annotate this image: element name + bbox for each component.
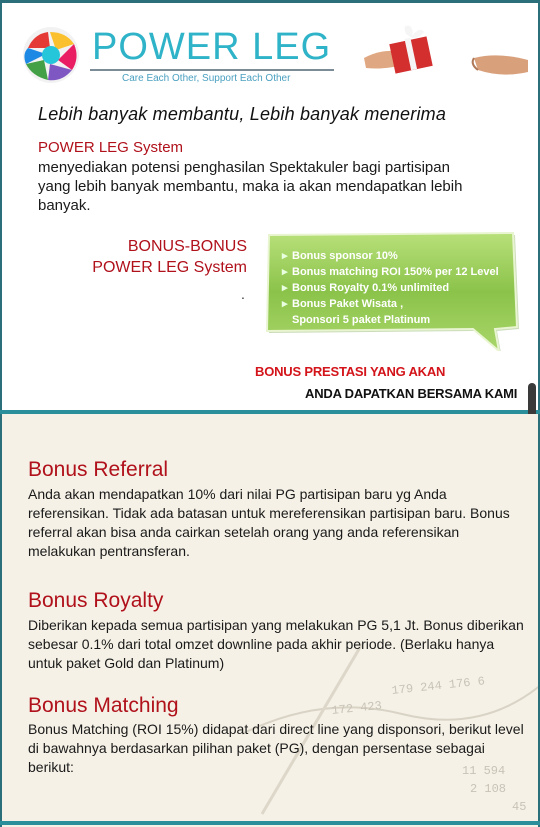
- referral-title: Bonus Referral: [28, 458, 169, 481]
- svg-text:45: 45: [512, 800, 527, 814]
- brand-name: POWER LEG: [92, 26, 332, 68]
- list-item: ▸ Bonus Royalty 0.1% unlimited: [282, 282, 450, 294]
- list-item: ▸ Bonus matching ROI 150% per 12 Level: [282, 266, 499, 278]
- bonus-dot: .: [241, 286, 245, 302]
- svg-text:11 594: 11 594: [462, 764, 506, 778]
- svg-text:172 423: 172 423: [330, 698, 383, 718]
- bonus-title-line2: POWER LEG System: [92, 259, 247, 276]
- svg-text:2 108: 2 108: [470, 782, 507, 796]
- bottom-border: [0, 821, 540, 825]
- bonus-title: [92, 236, 247, 278]
- header: [0, 4, 540, 96]
- matching-body: Bonus Matching (ROI 15%) didapat dari direct line yang disponsori, berikut level di bawahnya berdasarkan pilihan paket (PG), dengan persentase sebagai berikut:: [28, 721, 524, 775]
- system-description: menyediakan potensi penghasilan Spektakuler bagi partisipan yang lebih banyak membantu, maka ia akan mendapatkan lebih banyak.: [38, 159, 463, 214]
- arrow-right-icon: ▸: [282, 266, 288, 278]
- royalty-title: Bonus Royalty: [28, 589, 164, 612]
- logo-icon: [20, 26, 82, 84]
- royalty-body: Diberikan kepada semua partisipan yang melakukan PG 5,1 Jt. Bonus diberikan sebesar 0.1% dari total omzet downline pada akhir periode. (Berlaku hanya untuk paket Gold dan Platinum): [28, 617, 524, 671]
- gift-hands-icon: [362, 18, 532, 88]
- referral-body: Anda akan mendapatkan 10% dari nilai PG partisipan baru yg Anda referensikan. Tidak ada batasan untuk mereferensikan partisipan baru. Bonus referral akan bisa anda cairkan setelah orang yang anda referensikan melakukan pentransferan.: [28, 486, 510, 559]
- list-item: Sponsori 5 paket Platinum: [292, 314, 431, 326]
- svg-text:179 244 176 6: 179 244 176 6: [390, 674, 486, 698]
- prestasi-line2: ANDA DAPATKAN BERSAMA KAMI: [305, 386, 518, 401]
- bonus-title-line1: BONUS-BONUS: [127, 238, 247, 255]
- tagline: Care Each Other, Support Each Other: [122, 73, 291, 84]
- arrow-right-icon: ▸: [282, 250, 288, 262]
- arrow-right-icon: ▸: [282, 282, 288, 294]
- tagline-divider: [90, 69, 334, 71]
- headline: Lebih banyak membantu, Lebih banyak menerima: [38, 104, 447, 124]
- bonus-list: [282, 248, 512, 328]
- list-item: ▸ Bonus sponsor 10%: [282, 250, 398, 262]
- bonus-details-panel: [0, 414, 540, 827]
- matching-title: Bonus Matching: [28, 694, 179, 717]
- system-title: POWER LEG System: [38, 139, 184, 156]
- prestasi-line1: BONUS PRESTASI YANG AKAN: [255, 364, 446, 379]
- arrow-right-icon: ▸: [282, 298, 288, 310]
- list-item: ▸ Bonus Paket Wisata ,: [282, 298, 404, 310]
